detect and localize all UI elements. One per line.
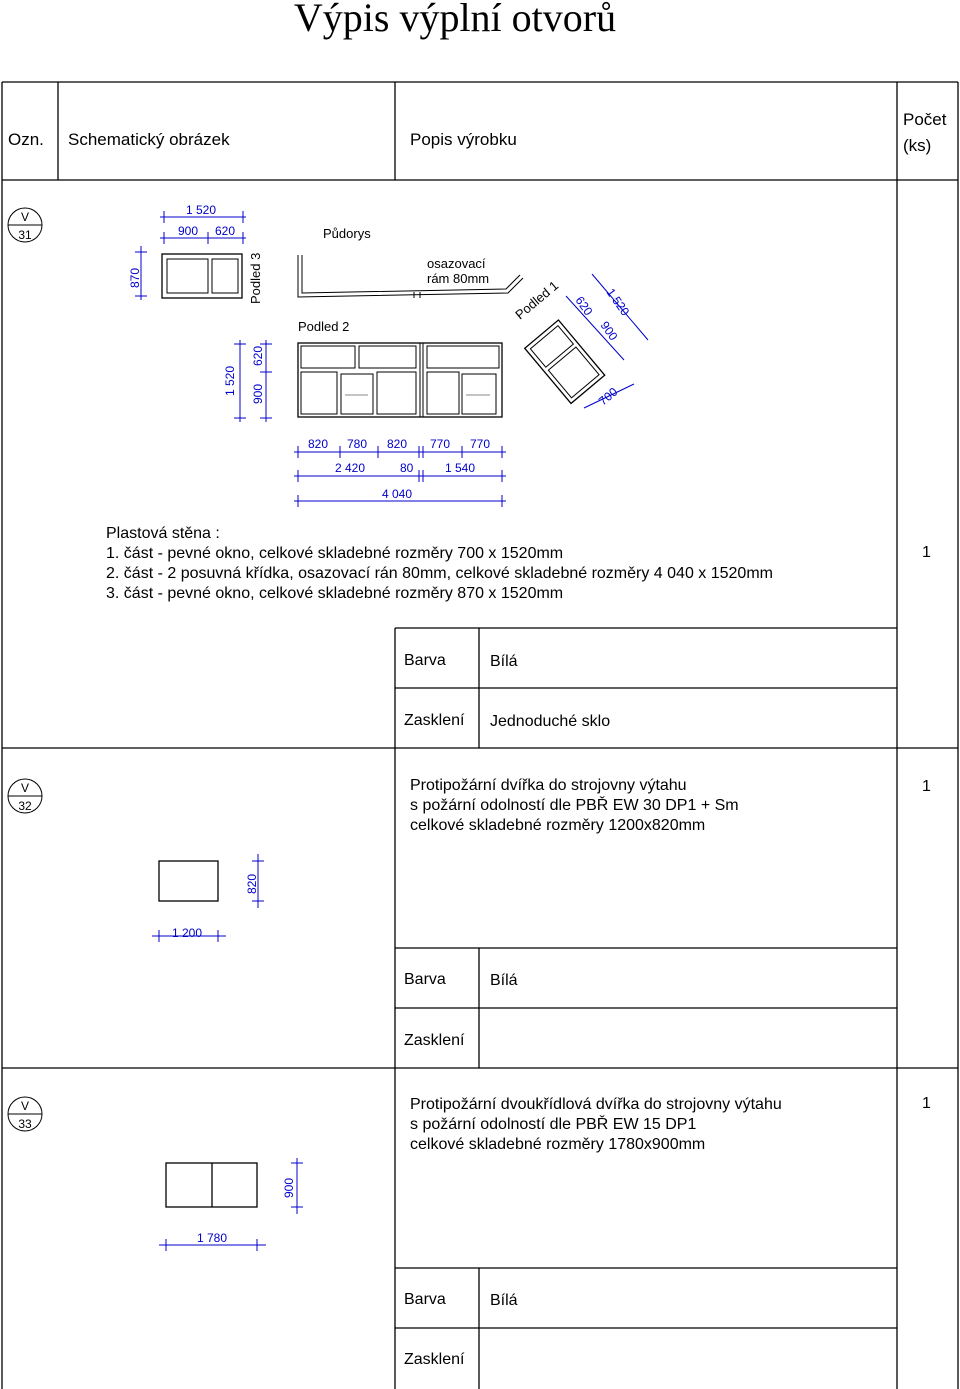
svg-text:770: 770 <box>470 437 491 451</box>
svg-text:620: 620 <box>215 224 236 238</box>
svg-text:1 520: 1 520 <box>186 203 217 217</box>
row-v33-desc-3: celkové skladebné rozměry 1780x900mm <box>410 1136 706 1153</box>
row-v32-count: 1 <box>922 778 931 795</box>
row-v31-barva-label: Barva <box>404 652 446 669</box>
svg-text:1 520: 1 520 <box>223 365 237 396</box>
svg-text:900: 900 <box>178 224 199 238</box>
svg-text:V: V <box>20 781 30 795</box>
v33-dim-w: 1 780 <box>197 1231 228 1245</box>
row-v32-schematic <box>0 748 395 1068</box>
svg-text:820: 820 <box>387 437 408 451</box>
svg-text:4 040: 4 040 <box>382 487 413 501</box>
podled-3-window <box>162 254 242 298</box>
svg-text:900: 900 <box>251 383 265 404</box>
row-v31-desc-3: 2. část - 2 posuvná křídka, osazovací rán 80mm, celkové skladebné rozměry 4 040 x 1520mm <box>106 565 773 582</box>
row-v33-barva-label: Barva <box>404 1291 446 1308</box>
label-podled-3: Podled 3 <box>248 252 263 304</box>
row-v33-count: 1 <box>922 1095 931 1112</box>
v32-dimension-lines <box>152 854 264 942</box>
label-osazovaci: osazovací <box>427 256 486 271</box>
svg-text:V: V <box>20 210 30 224</box>
row-v33-desc-2: s požární odolností dle PBŘ EW 15 DP1 <box>410 1116 697 1133</box>
svg-text:80: 80 <box>400 461 414 475</box>
dimension-lines <box>135 211 648 507</box>
row-v31-zaskleni-label: Zasklení <box>404 712 465 729</box>
header-schematic: Schematický obrázek <box>68 130 230 149</box>
svg-text:700: 700 <box>595 384 621 409</box>
podled-2-elevation <box>298 343 502 417</box>
row-v31-mark <box>8 208 42 242</box>
dimension-texts <box>128 203 632 501</box>
svg-text:1 520: 1 520 <box>603 285 633 319</box>
row-v33-desc-1: Protipožární dvoukřídlová dvířka do strojovny výtahu <box>410 1096 782 1113</box>
label-podled-1: Podled 1 <box>512 277 562 323</box>
label-podorys: Půdorys <box>323 226 371 241</box>
svg-text:2 420: 2 420 <box>335 461 366 475</box>
header-ozn: Ozn. <box>8 130 44 149</box>
row-v33-schematic <box>0 1068 395 1389</box>
row-v33-barva-value: Bílá <box>490 1292 518 1309</box>
row-v31-desc-1: Plastová stěna : <box>106 525 220 542</box>
row-v32-mark <box>8 779 42 813</box>
row-v32-barva-label: Barva <box>404 971 446 988</box>
svg-text:780: 780 <box>347 437 368 451</box>
svg-text:V: V <box>20 1099 30 1113</box>
v32-dim-w: 1 200 <box>172 926 203 940</box>
svg-text:1 540: 1 540 <box>445 461 476 475</box>
row-v31-zaskleni-value: Jednoduché sklo <box>490 713 611 730</box>
row-v31-desc-4: 3. část - pevné okno, celkové skladebné rozměry 870 x 1520mm <box>106 585 564 602</box>
header-pocet-unit: (ks) <box>903 136 932 155</box>
svg-text:870: 870 <box>128 267 142 288</box>
row-v32-zaskleni-label: Zasklení <box>404 1032 465 1049</box>
header-popis: Popis výrobku <box>410 130 517 149</box>
svg-text:820: 820 <box>308 437 329 451</box>
svg-text:33: 33 <box>18 1117 32 1131</box>
svg-text:32: 32 <box>18 799 32 813</box>
row-v31-count: 1 <box>922 544 931 561</box>
podled-1-window <box>525 320 605 403</box>
row-v31-barva-value: Bílá <box>490 653 518 670</box>
row-v32-barva-value: Bílá <box>490 972 518 989</box>
svg-text:770: 770 <box>430 437 451 451</box>
page-title: Výpis výplní otvorů <box>293 0 617 40</box>
svg-text:900: 900 <box>597 318 621 344</box>
row-v31-desc-2: 1. část - pevné okno, celkové skladebné rozměry 700 x 1520mm <box>106 545 564 562</box>
svg-text:620: 620 <box>572 293 596 319</box>
header-pocet: Počet <box>903 110 947 129</box>
hatch-v32-outline <box>159 861 218 901</box>
v33-door-outline <box>166 1163 257 1207</box>
v33-dimension-lines <box>159 1158 303 1251</box>
svg-text:620: 620 <box>251 345 265 366</box>
floor-plan <box>298 255 523 298</box>
v33-dim-h: 900 <box>282 1177 296 1198</box>
row-v32-desc-3: celkové skladebné rozměry 1200x820mm <box>410 817 706 834</box>
v32-dim-h: 820 <box>245 873 259 894</box>
svg-text:31: 31 <box>18 228 32 242</box>
row-v33-zaskleni-label: Zasklení <box>404 1351 465 1368</box>
label-podled-2: Podled 2 <box>298 319 350 334</box>
row-v32-desc-1: Protipožární dvířka do strojovny výtahu <box>410 777 687 794</box>
row-v32-desc-2: s požární odolností dle PBŘ EW 30 DP1 + Sm <box>410 797 739 814</box>
row-v33-mark <box>8 1097 42 1131</box>
label-osazovaci-ram: rám 80mm <box>427 271 490 286</box>
